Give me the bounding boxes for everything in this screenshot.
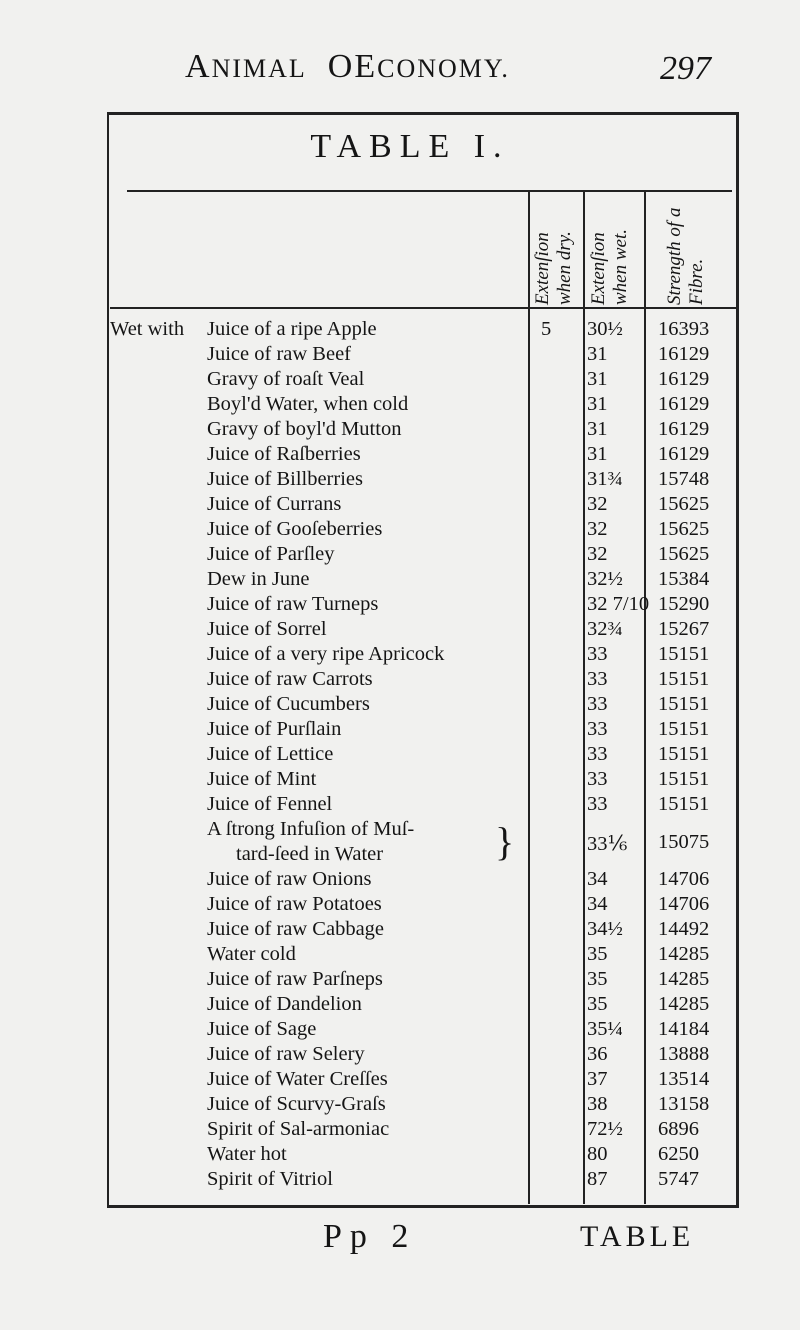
cell-extension-wet: 34: [587, 893, 608, 915]
row-prefix: Wet with: [110, 318, 185, 340]
table-row: [0, 468, 800, 493]
cell-extension-wet: 32¾: [587, 618, 623, 640]
title-rule: [127, 190, 732, 192]
row-label: Juice of raw Cabbage: [207, 918, 385, 940]
cell-extension-wet: 36: [587, 1043, 608, 1065]
row-label: Dew in June: [207, 568, 310, 590]
table-row: [0, 1143, 800, 1168]
table-row: [0, 493, 800, 518]
table-row: [0, 1043, 800, 1068]
table-row: [0, 768, 800, 793]
title-initial-oe: OE: [327, 48, 378, 85]
brace-mark: }: [495, 819, 515, 864]
row-label: Juice of raw Selery: [207, 1043, 365, 1065]
cell-strength: 16129: [658, 393, 710, 415]
running-head: [185, 48, 510, 86]
row-label: Juice of Dandelion: [207, 993, 362, 1015]
row-label: Juice of raw Turneps: [207, 593, 379, 615]
row-label: Juice of Sage: [207, 1018, 317, 1040]
table-row: [0, 393, 800, 418]
table-row: [0, 443, 800, 468]
cell-strength: 14706: [658, 893, 710, 915]
row-label: Juice of Mint: [207, 768, 317, 790]
cell-extension-wet: 33: [587, 718, 608, 740]
row-label: Juice of raw Carrots: [207, 668, 373, 690]
cell-strength: 6896: [658, 1118, 699, 1140]
table-row: [0, 1018, 800, 1043]
column-header-dry: Extenſion when dry.: [532, 231, 575, 305]
table-row: [0, 1093, 800, 1118]
column-header-wet: Extenſion when wet.: [588, 229, 631, 305]
cell-strength: 15267: [658, 618, 710, 640]
cell-extension-wet: 33: [587, 793, 608, 815]
row-label: Juice of Billberries: [207, 468, 363, 490]
cell-strength: 15151: [658, 643, 710, 665]
cell-extension-wet: 37: [587, 1068, 608, 1090]
cell-strength: 5747: [658, 1168, 699, 1190]
cell-strength: 15290: [658, 593, 710, 615]
cell-extension-wet: 38: [587, 1093, 608, 1115]
cell-extension-wet: 32: [587, 518, 608, 540]
title-rest-economy: CONOMY.: [377, 54, 510, 83]
table-row: [0, 793, 800, 818]
cell-extension-wet: 35: [587, 943, 608, 965]
cell-strength: 15151: [658, 693, 710, 715]
cell-extension-wet: 33: [587, 643, 608, 665]
table-title: TABLE I.: [310, 128, 510, 165]
table-row: [0, 1068, 800, 1093]
row-label: Spirit of Vitriol: [207, 1168, 333, 1190]
table-row: [0, 968, 800, 993]
cell-strength: 16393: [658, 318, 710, 340]
cell-extension-wet: 34: [587, 868, 608, 890]
cell-extension-wet: 31: [587, 443, 608, 465]
title-initial-a: A: [185, 48, 212, 85]
table-row: [0, 693, 800, 718]
cell-strength: 6250: [658, 1143, 699, 1165]
table-row: [0, 943, 800, 968]
table-row: [0, 593, 800, 618]
table-row: [0, 743, 800, 768]
row-label: Juice of Sorrel: [207, 618, 327, 640]
table-row: [0, 643, 800, 668]
cell-strength: 15625: [658, 543, 710, 565]
row-label: Juice of Raſberries: [207, 443, 361, 465]
cell-extension-wet: 31¾: [587, 468, 623, 490]
row-label: Juice of a ripe Apple: [207, 318, 377, 340]
cell-extension-dry: 5: [541, 318, 552, 340]
row-label-continued: tard-ſeed in Water: [236, 843, 384, 865]
row-label: Juice of Cucumbers: [207, 693, 370, 715]
row-label: Gravy of boyl'd Mutton: [207, 418, 402, 440]
cell-strength: 14285: [658, 993, 710, 1015]
table-row: [0, 618, 800, 643]
row-label: Juice of Currans: [207, 493, 342, 515]
table-row: [0, 668, 800, 693]
cell-extension-wet: 34½: [587, 918, 623, 940]
row-label: Spirit of Sal-armoniac: [207, 1118, 390, 1140]
row-label: Juice of raw Parſneps: [207, 968, 383, 990]
catchword: TABLE: [580, 1220, 695, 1253]
cell-strength: 15151: [658, 768, 710, 790]
cell-strength: 15625: [658, 493, 710, 515]
cell-strength: 16129: [658, 443, 710, 465]
table-row: [0, 818, 800, 868]
row-label: Juice of raw Beef: [207, 343, 352, 365]
cell-extension-wet: 32½: [587, 568, 623, 590]
cell-strength: 14285: [658, 943, 710, 965]
signature-mark: Pp 2: [323, 1218, 417, 1255]
cell-strength: 13514: [658, 1068, 710, 1090]
cell-strength: 16129: [658, 418, 710, 440]
cell-extension-wet: 33: [587, 768, 608, 790]
cell-strength: 14285: [658, 968, 710, 990]
row-label: Juice of Lettice: [207, 743, 334, 765]
row-label: Juice of Fennel: [207, 793, 333, 815]
cell-extension-wet: 32: [587, 543, 608, 565]
header-rule: [110, 307, 736, 309]
table-row: [0, 543, 800, 568]
cell-strength: 14184: [658, 1018, 710, 1040]
cell-extension-wet: 33⅙: [587, 832, 628, 855]
cell-strength: 15151: [658, 668, 710, 690]
table-row: [0, 1168, 800, 1193]
table-row: [0, 993, 800, 1018]
row-label: A ſtrong Infuſion of Muſ-: [207, 818, 415, 840]
cell-extension-wet: 33: [587, 693, 608, 715]
row-label: Juice of Scurvy-Graſs: [207, 1093, 386, 1115]
cell-extension-wet: 32 7/10: [587, 593, 650, 615]
row-label: Juice of raw Onions: [207, 868, 372, 890]
cell-strength: 14706: [658, 868, 710, 890]
cell-extension-wet: 32: [587, 493, 608, 515]
column-header-strength: Strength of a Fibre.: [664, 207, 707, 305]
cell-strength: 15748: [658, 468, 710, 490]
cell-extension-wet: 31: [587, 393, 608, 415]
row-label: Gravy of roaſt Veal: [207, 368, 365, 390]
cell-strength: 15151: [658, 793, 710, 815]
cell-extension-wet: 35: [587, 968, 608, 990]
table-row: [0, 918, 800, 943]
table-row: [0, 893, 800, 918]
cell-extension-wet: 31: [587, 418, 608, 440]
table-row: [0, 1118, 800, 1143]
cell-strength: 16129: [658, 343, 710, 365]
cell-extension-wet: 31: [587, 368, 608, 390]
table-row: [0, 418, 800, 443]
cell-extension-wet: 30½: [587, 318, 623, 340]
cell-extension-wet: 87: [587, 1168, 608, 1190]
cell-extension-wet: 35¼: [587, 1018, 623, 1040]
cell-extension-wet: 72½: [587, 1118, 623, 1140]
cell-strength: 16129: [658, 368, 710, 390]
cell-strength: 13158: [658, 1093, 710, 1115]
row-label: Boyl'd Water, when cold: [207, 393, 409, 415]
cell-strength: 15075: [658, 830, 710, 853]
cell-extension-wet: 33: [587, 668, 608, 690]
cell-strength: 15384: [658, 568, 710, 590]
table-row: [0, 718, 800, 743]
cell-extension-wet: 31: [587, 343, 608, 365]
row-label: Juice of Parſley: [207, 543, 335, 565]
row-label: Juice of raw Potatoes: [207, 893, 382, 915]
table-row: [0, 518, 800, 543]
cell-strength: 15151: [658, 743, 710, 765]
row-label: Juice of Gooſeberries: [207, 518, 383, 540]
cell-strength: 15625: [658, 518, 710, 540]
cell-extension-wet: 33: [587, 743, 608, 765]
page-number: 297: [660, 50, 711, 87]
row-label: Juice of Water Creſſes: [207, 1068, 388, 1090]
cell-extension-wet: 35: [587, 993, 608, 1015]
table-row: [0, 318, 800, 343]
row-label: Water cold: [207, 943, 296, 965]
row-label: Juice of a very ripe Apricock: [207, 643, 445, 665]
row-label: Water hot: [207, 1143, 287, 1165]
table-row: [0, 343, 800, 368]
cell-strength: 15151: [658, 718, 710, 740]
table-row: [0, 568, 800, 593]
table-row: [0, 368, 800, 393]
cell-strength: 13888: [658, 1043, 710, 1065]
cell-strength: 14492: [658, 918, 710, 940]
title-rest-animal: NIMAL: [211, 54, 307, 83]
cell-extension-wet: 80: [587, 1143, 608, 1165]
row-label: Juice of Purſlain: [207, 718, 342, 740]
table-row: [0, 868, 800, 893]
